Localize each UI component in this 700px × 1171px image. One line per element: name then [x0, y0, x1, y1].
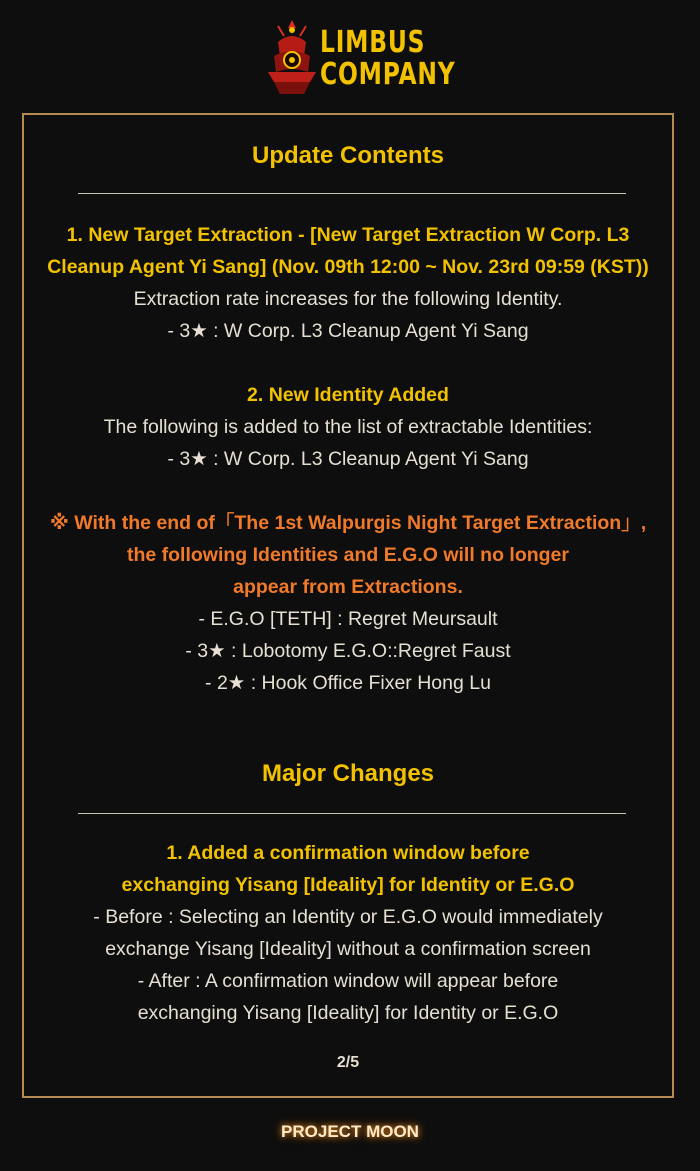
change1-line-2: exchange Yisang [Ideality] without a confirmation screen [105, 938, 591, 960]
notice-entry-2: - 3★ : Lobotomy E.G.O::Regret Faust [185, 640, 511, 662]
notice-panel [22, 113, 674, 1098]
item1-heading-line2-a: Cleanup Agent Yi Sang] [47, 256, 267, 278]
logo-line-1: LIMBUS [320, 25, 426, 60]
major-changes-title: Major Changes [261, 760, 435, 787]
notice-entry-1: - E.G.O [TETH] : Regret Meursault [198, 608, 498, 630]
limbus-emblem-icon [264, 16, 320, 100]
major-changes-body [24, 837, 672, 1029]
change1-heading-line2: exchanging Yisang [Ideality] for Identity or E.G.O [121, 874, 575, 896]
item1-desc: Extraction rate increases for the following Identity. [133, 288, 563, 310]
spacer [24, 475, 672, 507]
update-contents-title: Update Contents [252, 142, 444, 169]
logo-line-2: COMPANY [320, 57, 456, 92]
change1-line-4: exchanging Yisang [Ideality] for Identity or E.G.O [137, 1002, 559, 1024]
notice-entry-3: - 2★ : Hook Office Fixer Hong Lu [205, 672, 491, 694]
section-divider [78, 813, 626, 814]
notice-line2: the following Identities and E.G.O will no longer [126, 544, 569, 566]
item1-heading-line2 [24, 251, 672, 283]
page-indicator: 2/5 [336, 1054, 360, 1071]
change1-line-3: - After : A confirmation window will appear before [137, 970, 559, 992]
section-divider [78, 193, 626, 194]
logo-wordmark [320, 25, 456, 92]
item1-heading-line1: 1. New Target Extraction - [New Target Extraction W Corp. L3 [66, 224, 630, 246]
project-moon-footer: PROJECT MOON [281, 1122, 419, 1141]
update-contents-body [24, 219, 672, 699]
notice-line3: appear from Extractions. [233, 576, 463, 598]
item2-entry: - 3★ : W Corp. L3 Cleanup Agent Yi Sang [167, 448, 529, 470]
item2-heading: 2. New Identity Added [247, 384, 449, 406]
spacer [24, 347, 672, 379]
limbus-company-logo [264, 16, 456, 100]
item2-desc: The following is added to the list of extractable Identities: [103, 416, 593, 438]
notice-line1: ※ With the end of「The 1st Walpurgis Night Target Extraction」, [49, 512, 647, 534]
change1-line-1: - Before : Selecting an Identity or E.G.O would immediately [93, 906, 603, 928]
item1-heading-line2-b: (Nov. 09th 12:00 ~ Nov. 23rd 09:59 (KST)) [266, 256, 649, 278]
change1-heading-line1: 1. Added a confirmation window before [166, 842, 530, 864]
item1-entry: - 3★ : W Corp. L3 Cleanup Agent Yi Sang [167, 320, 529, 342]
